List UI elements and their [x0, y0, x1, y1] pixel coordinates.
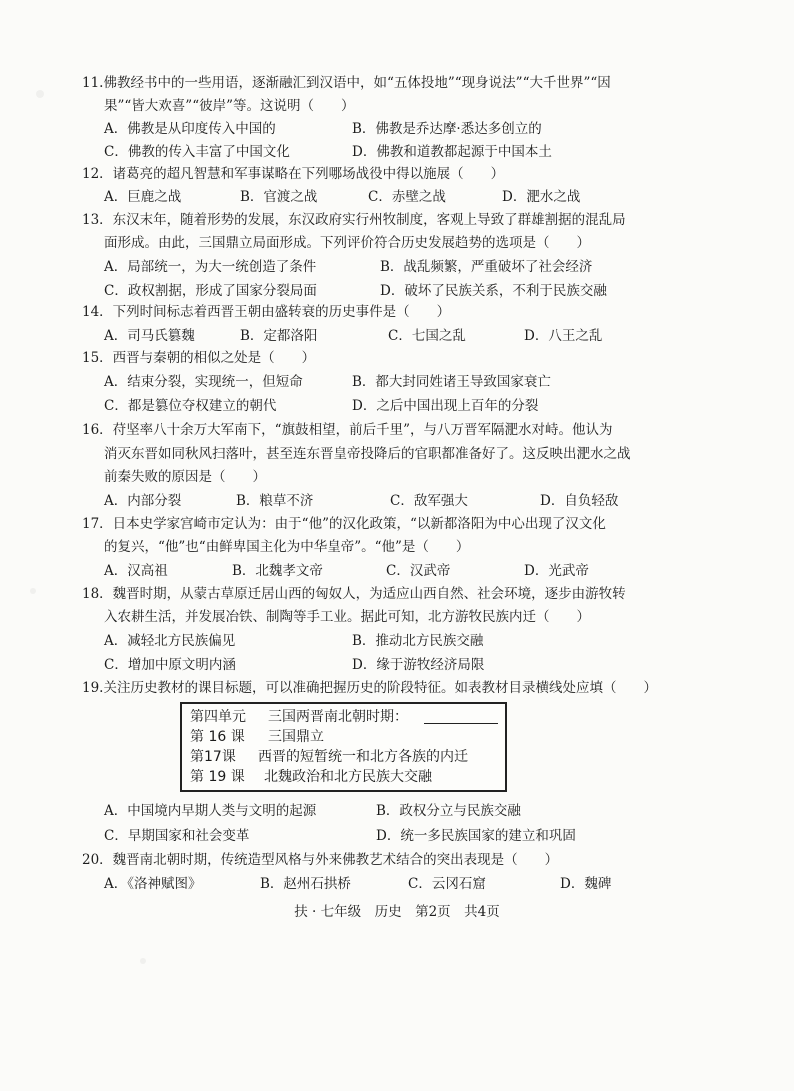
scan-speck — [36, 90, 44, 98]
question-19-option-a[interactable]: A．中国境内早期人类与文明的起源 — [104, 803, 317, 819]
question-15-option-c[interactable]: C．都是篡位夺权建立的朝代 — [104, 398, 277, 414]
question-17-stem-line-1: 17．日本史学家宫崎市定认为：由于“他”的汉化政策，“以新都洛阳为中心出现了汉文化 — [82, 516, 606, 532]
question-15-option-a[interactable]: A．结束分裂，实现统一，但短命 — [104, 374, 303, 390]
table-row-text: 北魏政治和北方民族大交融 — [264, 769, 432, 785]
question-20-option-c[interactable]: C．云冈石窟 — [408, 876, 486, 892]
table-row-label: 第 16 课 — [190, 729, 245, 745]
question-12-option-a[interactable]: A．巨鹿之战 — [104, 189, 182, 205]
question-13-option-b[interactable]: B．战乱频繁，严重破坏了社会经济 — [380, 259, 593, 275]
question-18-option-a[interactable]: A．减轻北方民族偏见 — [104, 633, 236, 649]
question-14-stem: 14．下列时间标志着西晋王朝由盛转衰的历史事件是（ ） — [82, 304, 451, 320]
question-19-stem: 19.关注历史教材的课目标题，可以准确把握历史的阶段特征。如表教材目录横线处应填（ ） — [82, 680, 657, 696]
question-13-stem-line-2: 面形成。由此，三国鼎立局面形成。下列评价符合历史发展趋势的选项是（ ） — [104, 235, 590, 251]
table-row-text: 三国两晋南北朝时期： — [268, 709, 408, 725]
question-14-option-b[interactable]: B．定都洛阳 — [240, 328, 318, 344]
table-row-text: 三国鼎立 — [268, 729, 324, 745]
question-17-option-c[interactable]: C．汉武帝 — [386, 563, 451, 579]
question-15-option-b[interactable]: B．都大封同姓诸王导致国家衰亡 — [352, 374, 551, 390]
question-19-option-d[interactable]: D．统一多民族国家的建立和巩固 — [376, 828, 576, 844]
question-18-stem-line-1: 18．魏晋时期，从蒙古草原迁居山西的匈奴人，为适应山西自然、社会环境，逐步由游牧转 — [82, 586, 626, 602]
question-12-option-c[interactable]: C．赤壁之战 — [368, 189, 446, 205]
question-13-option-d[interactable]: D．破坏了民族关系，不利于民族交融 — [380, 283, 607, 299]
question-17-option-d[interactable]: D．光武帝 — [524, 563, 589, 579]
question-17-option-a[interactable]: A．汉高祖 — [104, 563, 168, 579]
question-16-option-b[interactable]: B．粮草不济 — [236, 493, 314, 509]
question-20-option-b[interactable]: B．赵州石拱桥 — [260, 876, 351, 892]
question-20-option-d[interactable]: D．魏碑 — [560, 876, 612, 892]
question-16-option-d[interactable]: D．自负轻敌 — [540, 493, 619, 509]
question-11-stem-line-1: 11.佛教经书中的一些用语，逐渐融汇到汉语中，如“五体投地”“现身说法”“大千世界”“因 — [82, 75, 611, 91]
question-16-stem-line-3: 前秦失败的原因是（ ） — [104, 469, 266, 485]
question-13-option-c[interactable]: C．政权割据，形成了国家分裂局面 — [104, 283, 317, 299]
question-18-stem-line-2: 入农耕生活，并发展冶铁、制陶等手工业。据此可知，北方游牧民族内迁（ ） — [104, 609, 590, 625]
question-11-option-a[interactable]: A．佛教是从印度传入中国的 — [104, 121, 276, 137]
question-12-stem: 12．诸葛亮的超凡智慧和军事谋略在下列哪场战役中得以施展（ ） — [82, 166, 505, 182]
question-20-option-a[interactable]: A．《洛神赋图》 — [104, 876, 202, 892]
question-16-option-a[interactable]: A．内部分裂 — [104, 493, 182, 509]
question-17-stem-line-2: 的复兴，“他”也“由鲜卑国主化为中华皇帝”。“他”是（ ） — [104, 539, 470, 555]
question-15-stem: 15．西晋与秦朝的相似之处是（ ） — [82, 350, 316, 366]
table-row-label: 第四单元 — [190, 709, 246, 725]
question-18-option-b[interactable]: B．推动北方民族交融 — [352, 633, 484, 649]
question-12-option-b[interactable]: B．官渡之战 — [240, 189, 318, 205]
question-12-option-d[interactable]: D．淝水之战 — [502, 189, 581, 205]
question-16-stem-line-2: 消灭东晋如同秋风扫落叶，甚至连东晋皇帝投降后的官职都准备好了。这反映出淝水之战 — [104, 446, 631, 462]
question-11-option-c[interactable]: C．佛教的传入丰富了中国文化 — [104, 144, 290, 160]
table-row-text: 西晋的短暂统一和北方各族的内迁 — [258, 749, 468, 765]
question-11-stem-line-2: 果”“皆大欢喜”“彼岸”等。这说明（ ） — [104, 98, 355, 114]
question-11-option-d[interactable]: D．佛教和道教都起源于中国本土 — [352, 144, 552, 160]
page-footer: 扶 · 七年级 历史 第2页 共4页 — [294, 904, 500, 920]
table-row-label: 第17课 — [190, 749, 236, 765]
question-14-option-d[interactable]: D．八王之乱 — [524, 328, 603, 344]
question-18-option-d[interactable]: D．缘于游牧经济局限 — [352, 657, 485, 673]
question-16-option-c[interactable]: C．敌军强大 — [390, 493, 468, 509]
scan-speck — [140, 958, 146, 964]
scan-speck — [30, 588, 36, 594]
question-15-option-d[interactable]: D．之后中国出现上百年的分裂 — [352, 398, 539, 414]
question-13-option-a[interactable]: A．局部统一，为大一统创造了条件 — [104, 259, 317, 275]
table-row-label: 第 19 课 — [190, 769, 245, 785]
question-20-stem: 20．魏晋南北朝时期，传统造型风格与外来佛教艺术结合的突出表现是（ ） — [82, 852, 559, 868]
question-14-option-a[interactable]: A．司马氏篡魏 — [104, 328, 195, 344]
question-17-option-b[interactable]: B．北魏孝文帝 — [232, 563, 323, 579]
question-16-stem-line-1: 16．苻坚率八十余万大军南下，“旗鼓相望，前后千里”，与八万晋军隔淝水对峙。他认为 — [82, 422, 613, 438]
question-14-option-c[interactable]: C．七国之乱 — [388, 328, 466, 344]
question-13-stem-line-1: 13．东汉末年，随着形势的发展，东汉政府实行州牧制度，客观上导致了群雄割据的混乱局 — [82, 212, 626, 228]
question-19-option-b[interactable]: B．政权分立与民族交融 — [376, 803, 521, 819]
question-18-option-c[interactable]: C．增加中原文明内涵 — [104, 657, 236, 673]
textbook-contents-table — [180, 702, 507, 792]
question-19-option-c[interactable]: C．早期国家和社会变革 — [104, 828, 250, 844]
question-11-option-b[interactable]: B．佛教是乔达摩·悉达多创立的 — [352, 121, 542, 137]
answer-blank-line — [424, 709, 498, 724]
